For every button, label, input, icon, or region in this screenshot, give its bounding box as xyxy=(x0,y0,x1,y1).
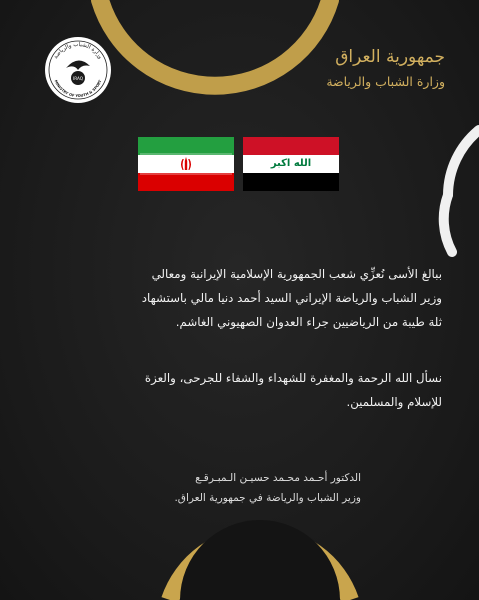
right-white-ring-arc xyxy=(448,130,479,195)
red-emblem-icon xyxy=(181,157,191,170)
paragraph2-line1: نسأل الله الرحمة والمغفرة للشهداء والشفاء للجرحى، والعزة xyxy=(144,371,442,385)
paragraph1-line1: ببالغ الأسى نُعزِّي شعب الجمهورية الإسلامية الإيرانية ومعالي xyxy=(151,267,442,281)
logo-arabic-arc-text: وزارة الشباب والرياضة xyxy=(53,41,103,61)
header xyxy=(326,46,445,92)
logo-english-arc-text: MINISTRY OF YOUTH & SPORT xyxy=(53,79,103,99)
iraq-flag-red-stripe xyxy=(243,137,339,155)
ministry-logo xyxy=(44,36,112,104)
right-white-ring-arc-lower xyxy=(444,195,452,252)
iran-flag-red-border-pattern xyxy=(140,174,232,175)
iraq-flag-black-stripe xyxy=(243,173,339,191)
paragraph1-line3: ثلة طيبة من الرياضيين جراء العدوان الصهيوني الغاشم. xyxy=(175,315,442,329)
top-gold-ring-arc xyxy=(100,0,330,86)
iran-flag-emblem-layer xyxy=(138,137,234,191)
bottom-dark-circle xyxy=(180,520,340,600)
iraq-flag-inscription: الله اكبر xyxy=(270,158,312,169)
paragraph2-line2: للإسلام والمسلمين. xyxy=(346,395,442,409)
iraq-flag xyxy=(243,137,339,191)
iran-flag xyxy=(138,137,234,191)
signature-name: الدكتور أحـمد محـمد حسيـن الـمبـرقـع xyxy=(195,472,361,484)
signature xyxy=(174,468,361,508)
iran-flag-green-border-pattern xyxy=(140,154,232,155)
signature-title: وزير الشباب والرياضة في جمهورية العراق. xyxy=(174,492,361,504)
ministry-name: وزارة الشباب والرياضة xyxy=(326,74,445,89)
logo-center-text: IRAQ xyxy=(72,76,84,81)
paragraph1-line2: وزير الشباب والرياضة الإيراني السيد أحمد دنيا مالي باستشهاد xyxy=(141,291,442,305)
country-name: جمهورية العراق xyxy=(335,47,445,67)
condolence-paragraph xyxy=(32,262,442,334)
prayer-paragraph xyxy=(32,366,442,414)
